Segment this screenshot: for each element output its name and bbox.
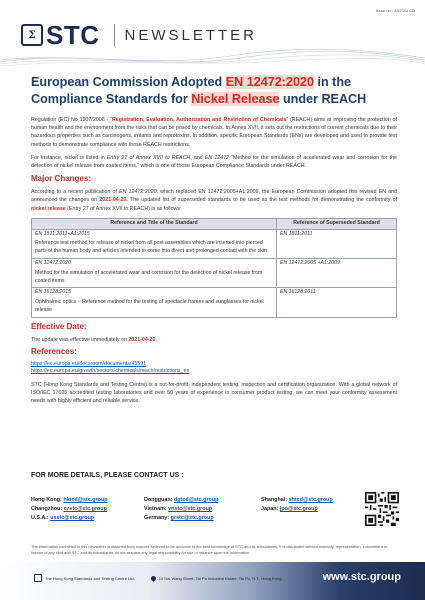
page-header — [21, 18, 411, 52]
title-highlight-nickel: Nickel Release — [191, 92, 280, 106]
contact-label: Japan: — [261, 506, 279, 512]
effective-date-heading: Effective Date: — [31, 321, 87, 331]
mc-text-c: , which replaced EN 12472:2005+A1:2009, the European Commission adopted this revised EN and announced the changes on — [31, 189, 397, 204]
contact-item — [144, 506, 261, 513]
contact-item — [144, 515, 261, 522]
effective-date-value: 2021-04-20 — [128, 336, 156, 343]
reference-link[interactable]: https://ec.europa.eu/growth/sectors/chemicals/reach/restrictions_en — [31, 368, 190, 374]
table-cell-superseded — [277, 229, 397, 258]
para2-text-c: , and — [190, 154, 205, 161]
mc-text-e: . The updated list of superseded standards to be used as the test methods for demonstrating the conformity of — [126, 197, 397, 204]
stc-logo-text: STC — [46, 19, 100, 50]
effective-date-text — [31, 336, 397, 344]
title-highlight-standard: EN 12472:2020 — [225, 75, 314, 89]
disclaimer-text: The information contained in this newsletter is obtained from sources believed to be accurate to the best knowledge of STC and its subsidiaries. It is distributed without warranty, representation, inducement or licence of any kind and STC and its subsidiaries do not assume any legal responsibility for use or reliance upon the information. — [31, 544, 388, 555]
footer-website-link[interactable]: www.stc.group — [322, 571, 401, 583]
para2-text-e: “Method for the simulation of accelerated wear and corrosion for the detection of nickel release from coated items,” which is one of those European Compliance Standards under REACH. — [31, 154, 398, 170]
para2-text-a: For instance, nickel is listed in — [31, 154, 107, 161]
intro-text-c: ” (REACH) aims at improving the protection of human health and the environment from the risks that can be posed by chemicals. In Annex XVII, it sets out the restrictions of current chemicals due to their hazardous properties such as carcinogens, irritants and reprotoxins. In addition, specific European Standards (ENs) are developed and used to provide test methods to demonstrate compliance with those REACH restrictions. — [31, 117, 397, 148]
footer-info — [34, 574, 281, 582]
contact-label: Dongguan: — [144, 497, 173, 503]
table-row — [32, 288, 397, 317]
title-part-1: European Commission Adopted — [31, 75, 226, 89]
intro-text-a: Regulation (EC) No 1907/2006 - “ — [31, 117, 112, 123]
table-cell-superseded — [277, 288, 397, 317]
contact-email-link[interactable]: hktcd@stc.group — [63, 497, 108, 503]
table-cell-superseded — [277, 259, 397, 288]
mc-date: 2021-04-20 — [99, 197, 127, 204]
standard-reference: EN 16128:2015 — [35, 289, 72, 296]
standards-table — [31, 218, 397, 318]
nickel-paragraph — [31, 154, 397, 170]
contact-title: FOR MORE DETAILS, PLEASE CONTACT US : — [31, 472, 184, 479]
intro-paragraph — [31, 116, 397, 149]
about-stc-paragraph: STC (Hong Kong Standards and Testing Centre) is a not-for-profit, independent testing, inspection and certification organization. With a global network of ISO/IEC 17025 accredited testing laboratories and over 50 years of experience in consumer product testing, we can meet your conformity assessment needs with highly efficient and reliable service. — [31, 382, 397, 405]
table-cell-standard — [32, 288, 277, 317]
mc-text-a: According to a recent publication of — [31, 189, 120, 196]
table-cell-standard — [32, 229, 277, 258]
contact-label: Changzhou: — [31, 506, 63, 512]
contact-email-link[interactable]: shtcd@stc.group — [288, 497, 333, 503]
contact-email-link[interactable]: jpo@stc.group — [279, 506, 318, 512]
para2-entry: Entry 27 of Annex XVII to REACH — [106, 154, 191, 161]
decorative-wave-banner — [0, 48, 425, 70]
contact-label: Germany: — [144, 515, 170, 521]
contact-email-link[interactable]: grstc@stc.group — [170, 515, 214, 521]
contact-item — [31, 515, 144, 522]
logo-mark-glyph: Σ — [28, 29, 36, 41]
issue-number: Issue no.: 23/21/U CD — [375, 8, 415, 13]
contact-label: U.S.A.: — [31, 515, 49, 521]
standard-reference: EN 1811:2011+A1:2015 — [35, 230, 90, 237]
contact-email-link[interactable]: usstc@stc.group — [50, 515, 95, 521]
article-body — [31, 116, 397, 406]
major-changes-heading: Major Changes: — [31, 174, 92, 184]
mc-nickel-release: nickel release — [31, 205, 66, 212]
title-part-2: in the Compliance Standards for — [31, 75, 352, 106]
table-row — [32, 229, 397, 258]
effective-text: The update was effective immediately on — [31, 336, 129, 343]
stc-small-logo-icon — [34, 574, 42, 582]
mc-text-g: (Entry 27 of Annex XVII to REACH) is as follows: — [65, 205, 182, 212]
references-list — [31, 361, 397, 375]
table-header-row — [32, 218, 397, 229]
contact-item — [144, 497, 261, 504]
mc-standard: EN 12472:2020 — [119, 189, 157, 196]
contact-item — [31, 506, 144, 513]
contact-grid — [31, 497, 351, 522]
table-row — [32, 259, 397, 288]
page-footer — [0, 562, 425, 600]
major-changes-paragraph — [31, 188, 397, 213]
contact-section — [31, 472, 399, 542]
newsletter-label: NEWSLETTER — [124, 26, 258, 44]
intro-reach-name: Registration, Evaluation, Authorization and Restriction of Chemicals — [111, 117, 287, 123]
article-title — [31, 74, 401, 108]
location-pin-icon — [150, 574, 157, 581]
superseded-reference: EN 16128:2011 — [280, 289, 316, 296]
table-header-superseded: Reference of Superseded Standard — [277, 218, 397, 229]
contact-label: Hong Kong: — [31, 497, 62, 503]
contact-item — [31, 497, 144, 504]
header-divider — [114, 24, 115, 46]
contact-email-link[interactable]: czstc@stc.group — [63, 506, 107, 512]
contact-email-link[interactable]: vnstc@stc.group — [168, 506, 213, 512]
superseded-reference: EN 1811:2011 — [280, 230, 313, 237]
contact-item — [261, 506, 351, 513]
references-heading: References: — [31, 347, 77, 356]
para2-standard: EN 12472 — [204, 154, 230, 161]
footer-org-name: The Hong Kong Standards and Testing Centre Ltd. — [45, 575, 135, 581]
contact-label: Shanghai: — [261, 497, 288, 503]
effective-end: . — [155, 336, 157, 343]
contact-item — [261, 497, 351, 504]
standard-title: Reference test method for release of nickel from all post assemblies which are inserted into pierced parts of the human body and articles intended to come into direct and prolonged contact with the skin — [35, 240, 267, 255]
standard-title: Ophthalmic optics – Reference method for the testing of spectacle frames and sunglasses for nickel release — [35, 299, 264, 313]
footer-address: 10 Dai Wang Street, Tai Po Industrial Estate, Tai Po, N.T., Hong Kong — [158, 575, 282, 581]
reference-link[interactable]: https://ec.europa.eu/docsroom/documents/45591 — [31, 361, 147, 367]
contact-email-link[interactable]: dgtcd@stc.group — [173, 497, 219, 503]
table-header-reference: Reference and Title of the Standard — [32, 218, 277, 229]
title-part-3: under REACH — [279, 92, 367, 106]
stc-logo-mark — [21, 24, 43, 46]
table-cell-standard — [32, 259, 277, 288]
contact-label: Vietnam: — [144, 506, 167, 512]
standard-title: Method for the simulation of accelerated wear and corrosion for the detection of nickel release from coated items — [35, 269, 263, 284]
superseded-reference: EN 12472:2005 +A1:2009 — [280, 260, 340, 267]
standard-reference: EN 12472:2020 — [35, 260, 72, 267]
qr-code-icon[interactable] — [365, 492, 399, 526]
